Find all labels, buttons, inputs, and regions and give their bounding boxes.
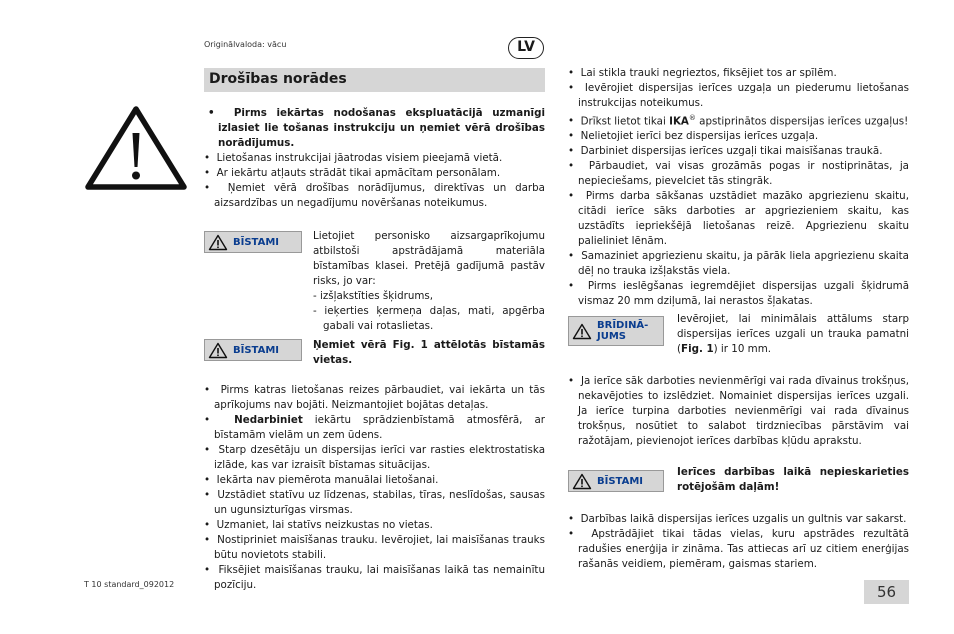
- warning-triangle-icon: [208, 342, 228, 359]
- list-item: • Fiksējiet maisīšanas trauku, lai maisīšanas laikā tas nemainītu pozīciju.: [204, 563, 545, 593]
- list-item: • Ņemiet vērā drošības norādījumus, direktīvas un darba aizsardzības un negadījumu novēršanas noteikumus.: [204, 181, 545, 211]
- list-item: • Nostipriniet maisīšanas trauku. Ievērojiet, lai maisīšanas trauks būtu novietots stabili.: [204, 533, 545, 563]
- page-number: 56: [864, 580, 909, 604]
- list-item: • Pirms ieslēgšanas iegremdējiet dispersijas uzgali šķidrumā vismaz 20 mm dziļumā, lai nerastos šļakatas.: [568, 279, 909, 309]
- hazard-label-warning: [568, 316, 664, 346]
- list-item: • Lietošanas instrukcijai jāatrodas visiem pieejamā vietā.: [204, 151, 545, 166]
- list-item: - izšļakstīties šķidrums,: [313, 289, 545, 304]
- list-item: • Nelietojiet ierīci bez dispersijas ierīces uzgaļa.: [568, 129, 909, 144]
- list-item: • Uzstādiet statīvu uz līdzenas, stabilas, tīras, neslīdošas, sausas un ugunsizturīgas virsmas.: [204, 488, 545, 518]
- list-item: • Apstrādājiet tikai tādas vielas, kuru apstrādes rezultātā radušies enerģija ir zināma. Tas attiecas arī uz citiem enerģijas rašanās veidiem, piemēram, gaismas stariem.: [568, 527, 909, 572]
- list-item: • Pārbaudiet, vai visas grozāmās pogas ir nostiprinātas, ja nepieciešams, pievelciet tās stingrāk.: [568, 159, 909, 189]
- list-item: • Uzmaniet, lai statīvs neizkustas no vietas.: [204, 518, 545, 533]
- hazard-dash-list: [313, 289, 545, 334]
- original-language-note: Originālvaloda: vācu: [204, 40, 287, 49]
- hazard-label-text: BĪSTAMI: [233, 236, 280, 248]
- list-item: - ieķerties ķermeņa daļas, mati, apgērba gabali vai rotaslietas.: [313, 304, 545, 334]
- right-safety-list-2: [568, 374, 909, 449]
- warning-triangle-icon: [84, 103, 188, 195]
- hazard-text-1: [313, 229, 545, 334]
- language-badge: LV: [508, 37, 544, 59]
- hazard-label-danger-3: [568, 470, 664, 492]
- section-title: Drošības norādes: [209, 71, 347, 87]
- list-item: • Darbiniet dispersijas ierīces uzgaļi tikai maisīšanas traukā.: [568, 144, 909, 159]
- document-id: T 10 standard_092012: [84, 580, 175, 589]
- list-item: • Samaziniet apgriezienu skaitu, ja pārāk liela apgriezienu skaita dēļ no trauka izšļakstās viela.: [568, 249, 909, 279]
- left-safety-list: [204, 383, 545, 593]
- left-column: [204, 106, 545, 211]
- list-item: • Pirms darba sākšanas uzstādiet mazāko apgriezienu skaitu, citādi ierīce sāks darboties ar apgriezieniem skaitu, kas uzstādīts iepriekšējā lietošanas reizē. Apgriezienu skaitu palieliniet lēnām.: [568, 189, 909, 249]
- list-item: • Nedarbiniet iekārtu sprādzienbīstamā atmosfērā, ar bīstamām vielām un zem ūdens.: [204, 413, 545, 443]
- hazard-label-danger-1: [204, 231, 302, 253]
- hazard-text-3: Ierīces darbības laikā nepieskarieties rotējošām daļām!: [677, 466, 909, 493]
- hazard-label-danger-2: [204, 339, 302, 361]
- warning-text: Ievērojiet, lai minimālais attālums starp dispersijas ierīces uzgali un trauka pamatni (Fig. 1) ir 10 mm.: [677, 313, 909, 355]
- intro-list: [204, 151, 545, 211]
- list-item: • Starp dzesētāju un dispersijas ierīci var rasties elektrostatiska izlāde, kas var izraisīt bīstamas situācijas.: [204, 443, 545, 473]
- list-item: • Lai stikla trauki negrieztos, fiksējiet tos ar spīlēm.: [568, 66, 909, 81]
- list-item: • Drīkst lietot tikai IKA® apstiprinātos dispersijas ierīces uzgaļus!: [568, 111, 909, 129]
- warning-triangle-icon: [572, 323, 592, 340]
- section-header: [204, 68, 545, 92]
- list-item: • Ievērojiet dispersijas ierīces uzgaļa un piederumu lietošanas instrukcijas noteikumus.: [568, 81, 909, 111]
- list-item: • Iekārta nav piemērota manuālai lietošanai.: [204, 473, 545, 488]
- right-safety-list-3: [568, 512, 909, 572]
- hazard-label-text: BRĪDINĀ- JUMS: [597, 320, 649, 342]
- list-item: • Darbības laikā dispersijas ierīces uzgalis un gultnis var sakarst.: [568, 512, 909, 527]
- list-item: • Ar iekārtu atļauts strādāt tikai apmācītam personālam.: [204, 166, 545, 181]
- hazard-label-text: BĪSTAMI: [233, 344, 280, 356]
- intro-bold-item: • Pirms iekārtas nodošanas ekspluatācijā uzmanīgi izlasiet lie tošanas instrukciju un ņemiet vērā drošības norādījumus.: [204, 106, 545, 151]
- list-item: • Ja ierīce sāk darboties nevienmērīgi vai rada dīvainus trokšņus, nekavējoties to izslēdziet. Nomainiet dispersijas ierīces uzgali. Ja ierīce turpina darboties nevienmērīgi vai rada dīvainus trokšņus, nosūtiet to salabot tirdzniecības pārstāvim vai ražotājam, pievienojot ierīces darbības kļūdu aprakstu.: [568, 374, 909, 449]
- hazard-label-text: BĪSTAMI: [597, 475, 644, 487]
- warning-triangle-icon: [208, 234, 228, 251]
- list-item: • Pirms katras lietošanas reizes pārbaudiet, vai iekārta un tās aprīkojums nav bojāti. Neizmantojiet bojātas detaļas.: [204, 383, 545, 413]
- hazard-text-2: Ņemiet vērā Fig. 1 attēlotās bīstamās vietas.: [313, 339, 545, 366]
- warning-triangle-icon: [572, 473, 592, 490]
- hazard-text: Lietojiet personisko aizsargaprīkojumu atbilstoši apstrādājamā materiāla bīstamības klasei. Pretējā gadījumā pastāv risks, jo var:: [313, 230, 545, 287]
- right-safety-list-1: [568, 66, 909, 309]
